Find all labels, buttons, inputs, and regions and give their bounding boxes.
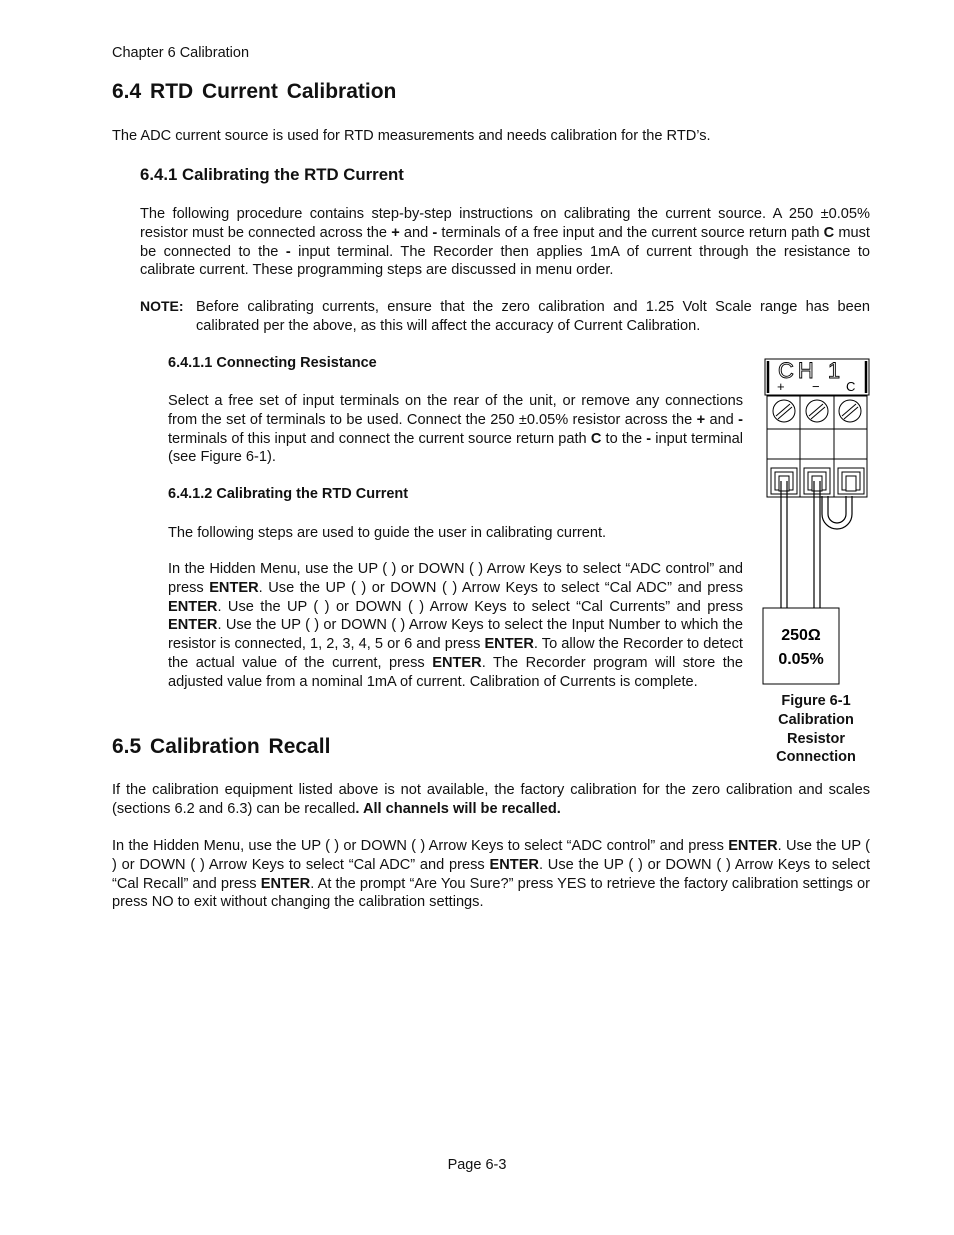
resistor-value: 250Ω — [781, 627, 821, 644]
clamp-minus — [804, 468, 830, 494]
caption-line: Connection — [776, 749, 856, 766]
section-6-4-1-1-paragraph: Select a free set of input terminals on the rear of the unit, or remove any connections from the set of terminals to be used. Connect the 250 ±0.05% resistor across the + and - terminals of this input and connect the current source return path C to the - input terminal (see Figure 6-1). — [168, 393, 743, 466]
section-6-4-1-2-title: 6.4.1.2 Calibrating the RTD Current — [168, 486, 409, 502]
section-6-4-1-paragraph: The following procedure contains step-by-step instructions on calibrating the current source. A 250 ±0.05% resistor must be connected across the + and - terminals of a free input and the current source return path C must be connected to the - input terminal. The Recorder then applies 1mA of current through the resistance to calibrate current. These programming steps are discussed in menu order. — [140, 206, 870, 279]
section-6-4-1-title: 6.4.1 Calibrating the RTD Current — [140, 165, 404, 184]
section-6-4-1-2-steps: In the Hidden Menu, use the UP ( ) or DOWN ( ) Arrow Keys to select “ADC control” and press ENTER. Use the UP ( ) or DOWN ( ) Arrow Keys to select “Cal ADC” and press ENTER. Use the UP ( ) or DOWN ( ) Arrow Keys to select “Cal Currents” and press ENTER. Use the UP ( ) or DOWN ( ) Arrow Keys to select the Input Number to which the resistor is connected, 1, 2, 3, 4, 5 or 6 and press ENTER. To allow the Recorder to detect the actual value of the current, press ENTER. The Recorder program will store the adjusted value from a nominal 1mA of current. Calibration of Currents is complete. — [168, 561, 743, 690]
caption-line: Resistor — [786, 730, 846, 747]
resistor-body — [763, 608, 839, 684]
terminal-plus-label: + — [777, 379, 785, 394]
screw-c — [839, 400, 861, 422]
figure-6-1-diagram — [760, 356, 872, 690]
note-text: Before calibrating currents, ensure that the zero calibration and 1.25 Volt Scale range has been calibrated per the above, as this will affect the accuracy of Current Calibration. — [196, 299, 870, 334]
jumper-wire-outer — [822, 496, 852, 529]
section-6-4-title: 6.4 RTD Current Calibration — [112, 80, 397, 103]
resistor-lead-minus — [814, 481, 820, 608]
note-label: NOTE: — [140, 298, 184, 314]
resistor-lead-plus — [781, 481, 787, 608]
clamp-c — [838, 468, 864, 494]
channel-label: CH 1 — [778, 358, 845, 383]
jumper-wire-inner — [828, 496, 846, 523]
caption-line: Calibration — [778, 711, 854, 728]
terminal-c-label: C — [846, 379, 856, 394]
terminal-minus-label: − — [812, 379, 820, 394]
screw-minus — [806, 400, 828, 422]
section-6-4-1-2-intro: The following steps are used to guide the user in calibrating current. — [168, 525, 607, 541]
screw-plus — [773, 400, 795, 422]
resistor-tolerance: 0.05% — [778, 651, 824, 668]
running-header: Chapter 6 Calibration — [112, 45, 250, 61]
section-6-5-paragraph-2: In the Hidden Menu, use the UP ( ) or DOWN ( ) Arrow Keys to select “ADC control” and press ENTER. Use the UP ( ) or DOWN ( ) Arrow Keys to select “Cal ADC” and press ENTER. Use the UP ( ) or DOWN ( ) Arrow Keys to select “Cal Recall” and press ENTER. At the prompt “Are You Sure?” press YES to retrieve the factory calibration settings or press NO to exit without changing the calibration settings. — [112, 838, 870, 911]
page-number: Page 6-3 — [447, 1157, 507, 1173]
section-6-5-title: 6.5 Calibration Recall — [112, 735, 331, 758]
caption-line: Figure 6-1 — [781, 693, 851, 709]
section-6-4-intro: The ADC current source is used for RTD measurements and needs calibration for the RTD’s. — [112, 128, 711, 144]
figure-6-1-caption — [762, 692, 870, 767]
section-6-5-paragraph-1: If the calibration equipment listed above is not available, the factory calibration for the zero calibration and scales (sections 6.2 and 6.3) can be recalled. All channels will be recalled. — [112, 782, 870, 817]
clamp-plus — [771, 468, 797, 494]
section-6-4-1-1-title: 6.4.1.1 Connecting Resistance — [168, 355, 377, 371]
